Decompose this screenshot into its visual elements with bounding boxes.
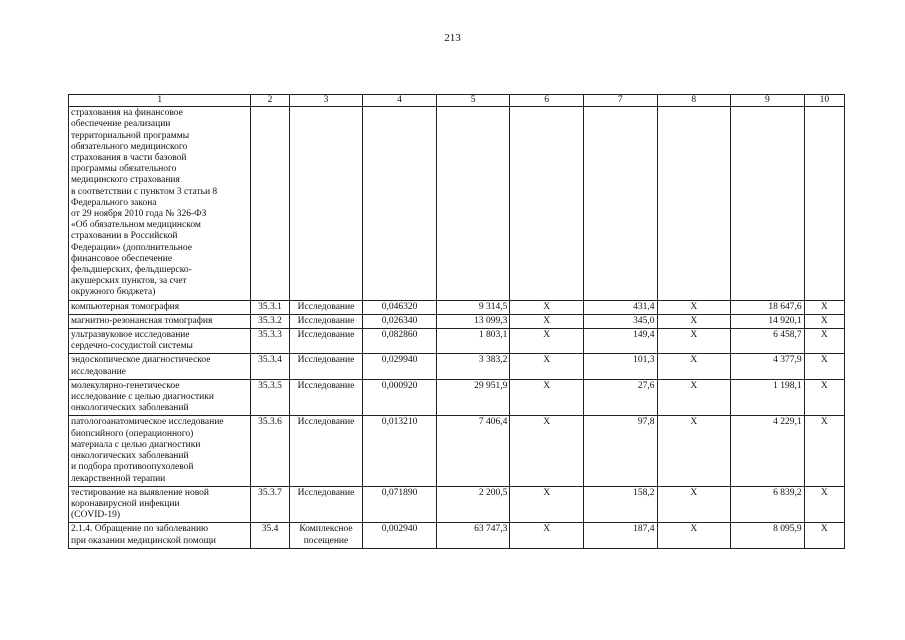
table-cell: патологоанатомическое исследование биопсийного (операционного) материала с целью диагностики онкологических заболеваний и подбора противоопухолевой лекарственной терапии bbox=[69, 416, 251, 486]
table-cell: 35.3.5 bbox=[251, 379, 289, 416]
table-row bbox=[69, 379, 845, 416]
table-cell: 2 200,5 bbox=[436, 486, 510, 523]
table-cell: 1 803,1 bbox=[436, 329, 510, 354]
table-cell: магнитно-резонансная томография bbox=[69, 314, 251, 328]
table-cell: 431,4 bbox=[583, 300, 657, 314]
table-cell: 0,029940 bbox=[363, 354, 437, 379]
table-cell: Х bbox=[510, 379, 584, 416]
table-cell: Х bbox=[510, 329, 584, 354]
table-cell: Исследование bbox=[289, 379, 363, 416]
table-cell: 2.1.4. Обращение по заболеванию при оказании медицинской помощи bbox=[69, 523, 251, 548]
table-cell: Х bbox=[804, 523, 844, 548]
table-cell: тестирование на выявление новой коронавирусной инфекции (COVID-19) bbox=[69, 486, 251, 523]
table-cell bbox=[583, 107, 657, 300]
table-row bbox=[69, 107, 845, 300]
table-cell: ультразвуковое исследование сердечно-сосудистой системы bbox=[69, 329, 251, 354]
table-cell: 6 458,7 bbox=[731, 329, 805, 354]
table-cell: 63 747,3 bbox=[436, 523, 510, 548]
table-cell: 7 406,4 bbox=[436, 416, 510, 486]
table-cell: 4 229,1 bbox=[731, 416, 805, 486]
table-cell: 1 198,1 bbox=[731, 379, 805, 416]
table-cell bbox=[436, 107, 510, 300]
table-cell: 35.3.4 bbox=[251, 354, 289, 379]
table-cell: 35.3.3 bbox=[251, 329, 289, 354]
table-cell: Исследование bbox=[289, 329, 363, 354]
table-cell: Х bbox=[510, 416, 584, 486]
table-cell: Х bbox=[510, 354, 584, 379]
column-header: 7 bbox=[583, 95, 657, 107]
table-cell: 4 377,9 bbox=[731, 354, 805, 379]
table-cell: 35.4 bbox=[251, 523, 289, 548]
table-cell: Исследование bbox=[289, 486, 363, 523]
table-cell: 27,6 bbox=[583, 379, 657, 416]
column-header: 2 bbox=[251, 95, 289, 107]
tariff-table bbox=[68, 94, 845, 549]
table-row bbox=[69, 300, 845, 314]
table-cell: Х bbox=[657, 379, 731, 416]
table-cell: 35.3.7 bbox=[251, 486, 289, 523]
table-cell bbox=[363, 107, 437, 300]
table-cell: 0,000920 bbox=[363, 379, 437, 416]
table-cell: 13 099,3 bbox=[436, 314, 510, 328]
table-cell: 0,013210 bbox=[363, 416, 437, 486]
table-cell: 187,4 bbox=[583, 523, 657, 548]
table-row bbox=[69, 486, 845, 523]
table-cell: 158,2 bbox=[583, 486, 657, 523]
table-cell: 35.3.6 bbox=[251, 416, 289, 486]
table-cell: Исследование bbox=[289, 300, 363, 314]
table-row bbox=[69, 314, 845, 328]
table-cell: Х bbox=[657, 314, 731, 328]
table-cell: 14 920,1 bbox=[731, 314, 805, 328]
table-cell: 0,071890 bbox=[363, 486, 437, 523]
header-row bbox=[69, 95, 845, 107]
table-cell: Х bbox=[804, 486, 844, 523]
table-cell: 345,0 bbox=[583, 314, 657, 328]
table-cell: Х bbox=[804, 416, 844, 486]
table-cell bbox=[731, 107, 805, 300]
table-cell bbox=[251, 107, 289, 300]
table-cell: 9 314,5 bbox=[436, 300, 510, 314]
table-cell: Х bbox=[804, 329, 844, 354]
table-cell: 101,3 bbox=[583, 354, 657, 379]
page-number: 213 bbox=[444, 32, 461, 44]
table-cell: Х bbox=[657, 300, 731, 314]
table-cell: 6 839,2 bbox=[731, 486, 805, 523]
table-cell: страхования на финансовое обеспечение реализации территориальной программы обязательного медицинского страхования в части базовой программы обязательного медицинского страхования в соответствии с пунктом 3 статьи 8 Федерального закона от 29 ноября 2010 года № 326-ФЗ «Об обязательном медицинском страховании в Российской Федерации» (дополнительное финансовое обеспечение фельдшерских, фельдшерско- акушерских пунктов, за счет окружного бюджета) bbox=[69, 107, 251, 300]
table-cell: Х bbox=[804, 314, 844, 328]
column-header: 6 bbox=[510, 95, 584, 107]
table-cell: Исследование bbox=[289, 314, 363, 328]
table-cell: Х bbox=[657, 486, 731, 523]
table-cell bbox=[289, 107, 363, 300]
table-cell: Х bbox=[804, 354, 844, 379]
table-row bbox=[69, 329, 845, 354]
column-header: 10 bbox=[804, 95, 844, 107]
table-row bbox=[69, 354, 845, 379]
table-cell: 35.3.1 bbox=[251, 300, 289, 314]
table-cell: Исследование bbox=[289, 416, 363, 486]
table-cell: эндоскопическое диагностическое исследование bbox=[69, 354, 251, 379]
table-cell: Х bbox=[510, 314, 584, 328]
table-cell: Х bbox=[804, 300, 844, 314]
table-cell: Х bbox=[804, 379, 844, 416]
table-cell: 35.3.2 bbox=[251, 314, 289, 328]
table-cell: 97,8 bbox=[583, 416, 657, 486]
table-cell: 149,4 bbox=[583, 329, 657, 354]
column-header: 4 bbox=[363, 95, 437, 107]
column-header: 5 bbox=[436, 95, 510, 107]
table-cell: Х bbox=[657, 354, 731, 379]
table-row bbox=[69, 523, 845, 548]
table-cell: Х bbox=[510, 300, 584, 314]
table-cell: Х bbox=[657, 523, 731, 548]
table-cell: Х bbox=[657, 416, 731, 486]
table-cell: 3 383,2 bbox=[436, 354, 510, 379]
table-cell: 29 951,9 bbox=[436, 379, 510, 416]
table-cell: 0,046320 bbox=[363, 300, 437, 314]
table-cell: 0,002940 bbox=[363, 523, 437, 548]
table-cell: компьютерная томография bbox=[69, 300, 251, 314]
table-cell bbox=[804, 107, 844, 300]
table-cell: 0,082860 bbox=[363, 329, 437, 354]
table-cell: молекулярно-генетическое исследование с целью диагностики онкологических заболеваний bbox=[69, 379, 251, 416]
table-cell: Исследование bbox=[289, 354, 363, 379]
table-row bbox=[69, 416, 845, 486]
column-header: 9 bbox=[731, 95, 805, 107]
table-cell: Х bbox=[657, 329, 731, 354]
column-header: 3 bbox=[289, 95, 363, 107]
table-cell: 0,026340 bbox=[363, 314, 437, 328]
table-cell: 18 647,6 bbox=[731, 300, 805, 314]
table-cell: Х bbox=[510, 486, 584, 523]
table-cell bbox=[657, 107, 731, 300]
column-header: 1 bbox=[69, 95, 251, 107]
table-cell bbox=[510, 107, 584, 300]
table-cell: Х bbox=[510, 523, 584, 548]
table-cell: 8 095,9 bbox=[731, 523, 805, 548]
table-cell: Комплексное посещение bbox=[289, 523, 363, 548]
column-header: 8 bbox=[657, 95, 731, 107]
